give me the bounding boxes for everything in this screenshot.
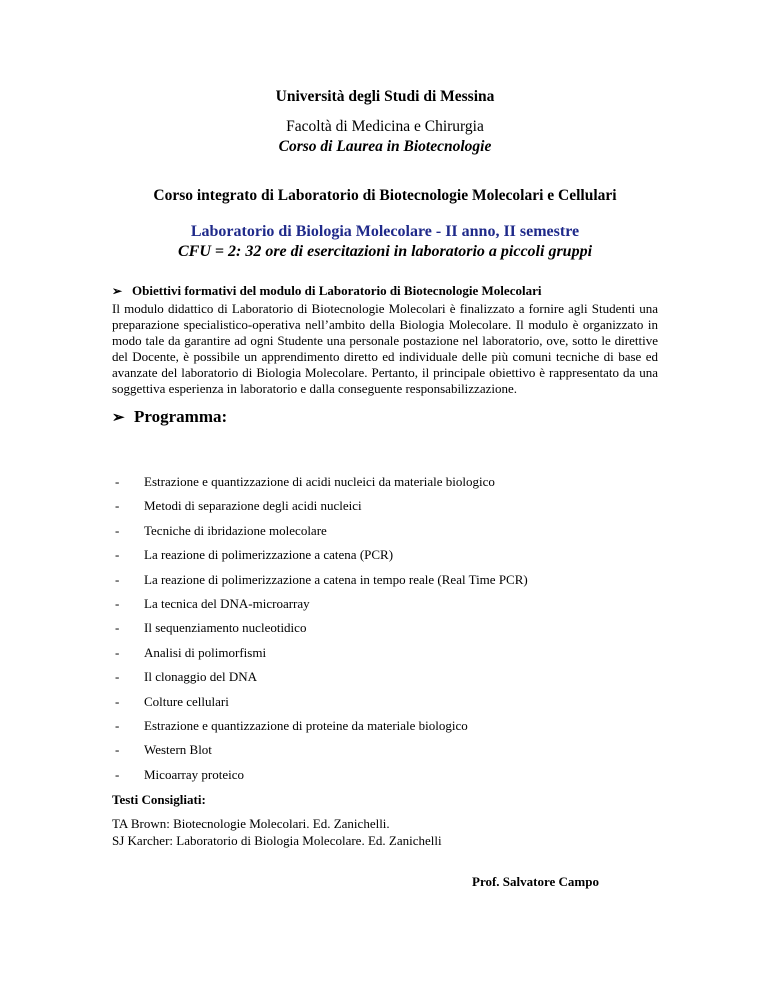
dash-bullet: - [115, 717, 120, 733]
list-item [112, 740, 658, 764]
dash-bullet: - [115, 474, 120, 489]
faculty-title: Facoltà di Medicina e Chirurgia [286, 118, 484, 135]
recommended-texts-list [112, 815, 658, 849]
program-item: La reazione di polimerizzazione a catena in tempo reale (Real Time PCR) [144, 571, 528, 587]
book-reference: TA Brown: Biotecnologie Molecolari. Ed. Zanichelli. [112, 816, 390, 831]
program-item: La reazione di polimerizzazione a catena (PCR) [144, 547, 394, 563]
dash-bullet: - [115, 742, 120, 758]
list-item [112, 716, 658, 740]
integrated-course-title: Corso integrato di Laboratorio di Biotecnologie Molecolari e Cellulari [153, 187, 617, 204]
program-item: Analisi di polimorfismi [144, 644, 267, 660]
list-item [112, 594, 658, 618]
dash-bullet: - [115, 620, 120, 636]
program-item: Il clonaggio del DNA [144, 669, 258, 685]
dash-bullet: - [115, 669, 120, 685]
program-item: Metodi di separazione degli acidi nucleici [144, 498, 362, 514]
cfu-line: CFU = 2: 32 ore di esercitazioni in laboratorio a piccoli gruppi [177, 243, 593, 260]
recommended-texts-heading: Testi Consigliati: [112, 792, 206, 807]
lab-title: Laboratorio di Biologia Molecolare - II anno, II semestre [190, 223, 580, 240]
program-item: Estrazione e quantizzazione di proteine da materiale biologico [144, 717, 468, 733]
program-item: Micoarray proteico [144, 766, 244, 782]
university-title: Università degli Studi di Messina [275, 88, 495, 105]
arrow-bullet-icon: ➢ [112, 283, 123, 298]
objectives-paragraph: Il modulo didattico di Laboratorio di Biotecnologie Molecolari è finalizzato a fornire agli Studenti una preparazione specialistico-operativa nell’ambito della Biologia Molecolare. Il modulo è organizzato in modo tale da garantire ad ogni Studente una personale postazione nel laboratorio, ove, sotto le direttive del Docente, è possibile un apprendimento diretto ed individuale delle più comuni tecniche di base ed avanzate del laboratorio di Biologia Molecolare. Pertanto, il principale obiettivo è rappresentato da una soggettiva esperienza in laboratorio e dalla conseguente responsabilizzazione. [112, 301, 658, 397]
program-item: Tecniche di ibridazione molecolare [144, 522, 327, 538]
program-item: Western Blot [144, 742, 212, 758]
arrow-bullet-icon: ➢ [112, 409, 125, 426]
dash-bullet: - [115, 644, 120, 660]
objectives-heading-row [112, 283, 658, 299]
list-item [112, 667, 658, 691]
dash-bullet: - [115, 571, 120, 587]
list-item [112, 570, 658, 594]
program-heading-row [112, 407, 658, 427]
document-page [112, 0, 658, 994]
dash-bullet: - [115, 547, 120, 563]
professor-signature: Prof. Salvatore Campo [472, 874, 599, 889]
objectives-heading: Obiettivi formativi del modulo di Laboratorio di Biotecnologie Molecolari [132, 283, 542, 298]
list-item [112, 496, 658, 520]
list-item [112, 545, 658, 569]
list-item [112, 643, 658, 667]
program-heading: Programma: [134, 407, 228, 426]
dash-bullet: - [115, 498, 120, 514]
program-item: La tecnica del DNA-microarray [144, 595, 310, 611]
degree-course-title: Corso di Laurea in Biotecnologie [278, 138, 492, 155]
program-list [112, 472, 658, 789]
dash-bullet: - [115, 693, 120, 709]
dash-bullet: - [115, 766, 120, 782]
list-item [112, 765, 658, 789]
list-item [112, 618, 658, 642]
dash-bullet: - [115, 522, 120, 538]
list-item [112, 692, 658, 716]
list-item [112, 521, 658, 545]
program-item: Colture cellulari [144, 693, 229, 709]
dash-bullet: - [115, 595, 120, 611]
program-item: Estrazione e quantizzazione di acidi nucleici da materiale biologico [144, 474, 495, 489]
list-item [112, 472, 658, 496]
program-item: Il sequenziamento nucleotidico [144, 620, 307, 636]
book-reference: SJ Karcher: Laboratorio di Biologia Molecolare. Ed. Zanichelli [112, 833, 442, 848]
